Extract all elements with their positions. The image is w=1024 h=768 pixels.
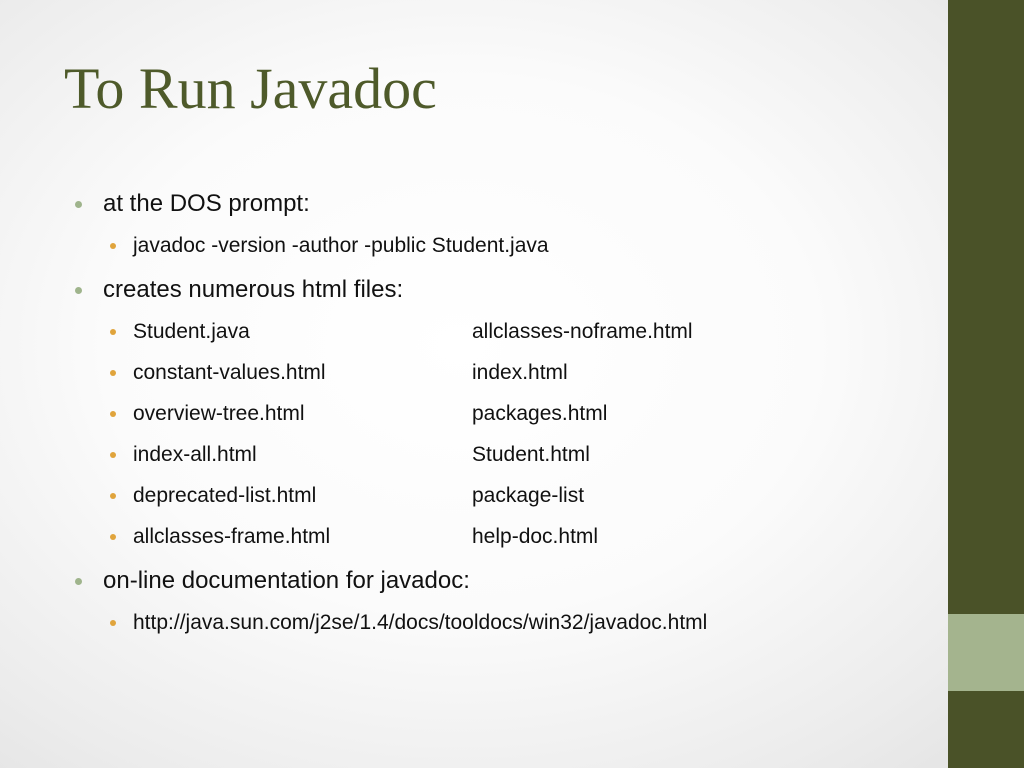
- file-row: [110, 361, 326, 385]
- file-name-left: Student.java: [133, 320, 250, 343]
- slide-title: To Run Javadoc: [64, 56, 437, 121]
- sub-bullet-dot-icon: [110, 620, 116, 626]
- sub-bullet-dot-icon: [110, 411, 116, 417]
- file-name-right: index.html: [472, 361, 568, 384]
- decorative-side-accent: [948, 614, 1024, 691]
- file-name-left: constant-values.html: [133, 361, 326, 384]
- file-name-right: help-doc.html: [472, 525, 599, 548]
- bullet-text: on-line documentation for javadoc:: [103, 567, 470, 594]
- file-name-right: packages.html: [472, 402, 608, 425]
- file-row: [110, 402, 305, 426]
- file-name-left: overview-tree.html: [133, 402, 305, 425]
- sub-bullet-docs-url: [110, 611, 707, 635]
- file-name-left: index-all.html: [133, 443, 257, 466]
- sub-bullet-dot-icon: [110, 452, 116, 458]
- bullet-online-docs: [75, 567, 470, 595]
- bullet-dot-icon: [75, 201, 82, 208]
- bullet-dot-icon: [75, 578, 82, 585]
- bullet-creates-files: [75, 276, 403, 304]
- bullet-dos-prompt: [75, 190, 310, 218]
- file-name-right: package-list: [472, 484, 585, 507]
- sub-bullet-dot-icon: [110, 534, 116, 540]
- docs-url-text: http://java.sun.com/j2se/1.4/docs/tooldocs/win32/javadoc.html: [133, 611, 708, 634]
- file-row: [110, 443, 257, 467]
- sub-bullet-dot-icon: [110, 370, 116, 376]
- bullet-text: creates numerous html files:: [103, 276, 404, 303]
- file-name-right: allclasses-noframe.html: [472, 320, 693, 343]
- bullet-dot-icon: [75, 287, 82, 294]
- file-row: [110, 525, 330, 549]
- sub-bullet-text: javadoc -version -author -public Student.java: [133, 234, 549, 257]
- file-row: [110, 484, 316, 508]
- sub-bullet-dot-icon: [110, 243, 116, 249]
- file-name-left: allclasses-frame.html: [133, 525, 331, 548]
- file-name-right: Student.html: [472, 443, 590, 466]
- sub-bullet-dot-icon: [110, 493, 116, 499]
- sub-bullet-javadoc-command: [110, 234, 549, 258]
- sub-bullet-dot-icon: [110, 329, 116, 335]
- file-row: [110, 320, 250, 344]
- bullet-text: at the DOS prompt:: [103, 190, 310, 217]
- file-name-left: deprecated-list.html: [133, 484, 317, 507]
